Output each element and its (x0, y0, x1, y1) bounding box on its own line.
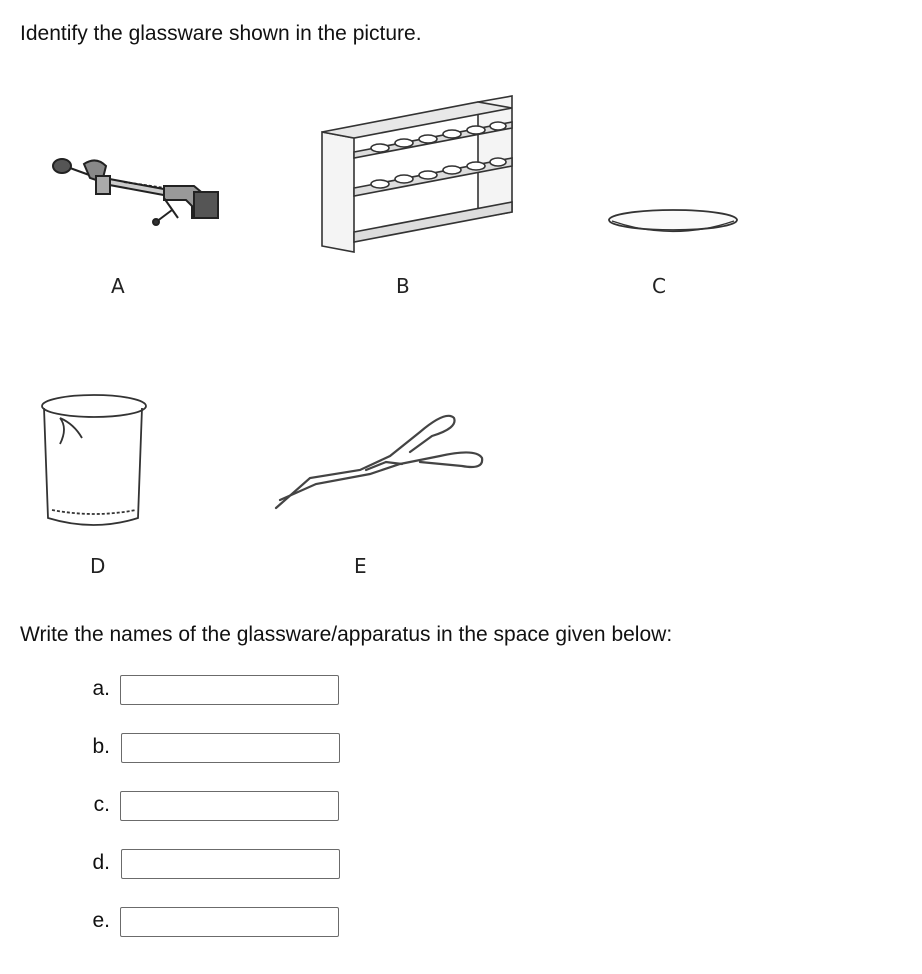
figure-label-e: E (354, 554, 367, 578)
crucible-tongs-icon (270, 404, 490, 516)
answer-label-a: a. (92, 677, 110, 700)
answer-input-c[interactable] (120, 791, 339, 821)
answer-input-e[interactable] (120, 907, 339, 937)
question-text: Identify the glassware shown in the picture. (20, 22, 422, 45)
burette-clamp-icon (44, 148, 224, 228)
figure-label-c: C (652, 274, 666, 298)
test-tube-rack-icon (318, 92, 518, 254)
answer-label-b: b. (92, 735, 110, 758)
watch-glass-icon (606, 202, 740, 242)
answer-input-b[interactable] (121, 733, 340, 763)
instruction-text: Write the names of the glassware/apparatus in the space given below: (20, 623, 673, 646)
answer-input-d[interactable] (121, 849, 340, 879)
answer-label-d: d. (92, 851, 110, 874)
figure-label-a: A (111, 274, 125, 298)
figure-label-d: D (90, 554, 106, 578)
figure-label-b: B (396, 274, 410, 298)
answer-label-e: e. (92, 909, 110, 932)
beaker-icon (38, 390, 150, 530)
answer-input-a[interactable] (120, 675, 339, 705)
answer-label-c: c. (93, 793, 110, 816)
